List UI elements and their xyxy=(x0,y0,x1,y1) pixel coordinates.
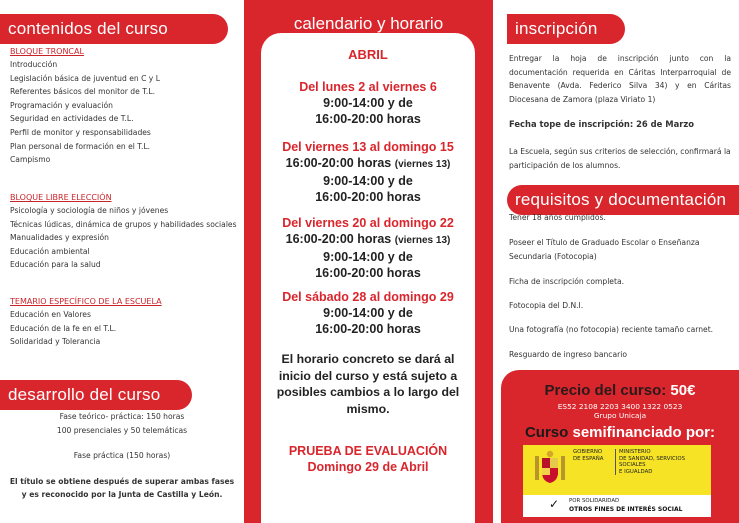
middle-panel xyxy=(244,0,493,523)
schedule-time-text: 16:00-20:00 horas xyxy=(285,156,392,170)
list-item: Programación y evaluación xyxy=(10,100,113,110)
schedule-time: 16:00-20:00 horas xyxy=(315,266,421,280)
horario-note: El horario concreto se dará al inicio del curso y está sujeto a posibles cambios a lo largo del mismo. xyxy=(276,352,460,416)
list-item: Una fotografía (no fotocopia) reciente tamaño carnet. xyxy=(509,325,714,334)
financiacion-title xyxy=(501,424,739,441)
list-item: Tener 18 años cumplidos. xyxy=(509,213,606,222)
list-item: Perfil de monitor y responsabilidades xyxy=(10,127,151,137)
calendario-title: calendario y horario xyxy=(293,14,444,33)
temario-especifico xyxy=(10,297,238,349)
list-item: Psicología y sociología de niños y jóvenes xyxy=(10,206,169,215)
schedule-time: 9:00-14:00 y de xyxy=(323,174,413,188)
solidaridad-text: POR SOLIDARIDAD xyxy=(569,498,620,504)
iban: ES52 2108 2203 3400 1322 0523 xyxy=(557,402,683,411)
schedule-time: 9:00-14:00 y de xyxy=(323,306,413,320)
inscripcion-title: inscripción xyxy=(507,14,625,44)
requisitos-title: requisitos y documentación xyxy=(507,185,739,215)
calendario-card xyxy=(261,33,475,523)
desarrollo-line: 100 presenciales y 50 telemáticas xyxy=(56,425,188,435)
schedule-heading: Del sábado 28 al domingo 29 xyxy=(282,290,454,304)
ministerio-line: E IGUALDAD xyxy=(619,468,653,475)
spain-coat-of-arms-icon xyxy=(533,450,567,486)
schedule-block xyxy=(261,79,475,127)
prueba-date: Domingo 29 de Abril xyxy=(307,460,429,474)
schedule-block xyxy=(261,289,475,337)
schedule-note: (viernes 13) xyxy=(394,159,451,170)
gobierno-line: GOBIERNO xyxy=(573,449,603,455)
checkmark-icon: ✓ xyxy=(549,497,560,511)
list-item: Ficha de inscripción completa. xyxy=(509,277,625,286)
schedule-block xyxy=(261,215,475,281)
solidaridad-strip xyxy=(523,495,711,517)
prueba-title: PRUEBA DE EVALUACIÓN xyxy=(288,444,448,458)
schedule-time-text: 16:00-20:00 horas xyxy=(285,232,392,246)
list-item: Manualidades y expresión xyxy=(10,233,109,243)
list-item: Resguardo de ingreso bancario xyxy=(509,350,628,359)
desarrollo-line: y es reconocido por la Junta de Castilla y León. xyxy=(21,490,223,500)
precio-value: 50€ xyxy=(670,382,696,399)
schedule-time: 16:00-20:00 horas xyxy=(315,190,421,204)
precio-line xyxy=(501,382,739,399)
desarrollo-title: desarrollo del curso xyxy=(0,380,192,410)
list-item: Seguridad en actividades de T.L. xyxy=(10,114,134,124)
list-item: Solidaridad y Tolerancia xyxy=(10,337,101,347)
contenidos-title: contenidos del curso xyxy=(0,14,228,44)
ministerio-line: MINISTERIO xyxy=(619,449,651,455)
ministerio-line: DE SANIDAD, SERVICIOS SOCIALES xyxy=(619,455,685,468)
desarrollo-line: Fase práctica (150 horas) xyxy=(73,451,171,461)
schedule-time: 9:00-14:00 y de xyxy=(323,96,413,110)
list-item: Campismo xyxy=(10,155,51,165)
list-item: Plan personal de formación en el T.L. xyxy=(10,141,151,151)
bloque-libre-heading: BLOQUE LIBRE ELECCIÓN xyxy=(10,193,112,202)
desarrollo-line: Fase teórico- práctica: 150 horas xyxy=(59,412,185,421)
fecha-tope: Fecha tope de inscripción: 26 de Marzo xyxy=(509,119,694,129)
list-item: Educación de la fe en el T.L. xyxy=(10,323,117,333)
schedule-heading: Del viernes 13 al domingo 15 xyxy=(282,140,454,154)
gobierno-text xyxy=(573,449,613,462)
precio-label: Precio del curso: xyxy=(544,382,667,399)
schedule-time: 16:00-20:00 horas xyxy=(315,322,421,336)
temario-heading: TEMARIO ESPECÍFICO DE LA ESCUELA xyxy=(10,297,162,306)
list-item: Educación en Valores xyxy=(10,310,91,319)
schedule-time: 9:00-14:00 y de xyxy=(323,250,413,264)
list-item: Introducción xyxy=(10,60,58,69)
schedule-block xyxy=(261,139,475,205)
schedule-time xyxy=(261,231,475,249)
right-panel xyxy=(493,0,739,523)
left-panel xyxy=(0,0,244,523)
schedule-heading: Del lunes 2 al viernes 6 xyxy=(299,80,437,94)
list-item: Educación para la salud xyxy=(10,260,101,270)
desarrollo-body xyxy=(0,410,244,502)
bloque-troncal xyxy=(10,47,238,167)
schedule-note: (viernes 13) xyxy=(394,235,451,246)
list-item: Legislación básica de juventud en C y L xyxy=(10,73,160,83)
ministerio-logo xyxy=(523,445,711,517)
inscripcion-text: Entregar la hoja de inscripción junto con la documentación requerida en Cáritas Interparroquial de Benavente (Avda. Federico Silva 34) y en Cáritas Diocesana de Zamora (plaza Viriato 1) xyxy=(509,54,731,104)
financiacion-semi: semifinanciado por: xyxy=(572,424,716,441)
gobierno-line: DE ESPAÑA xyxy=(573,455,604,462)
bloque-libre xyxy=(10,193,238,272)
bloque-troncal-heading: BLOQUE TRONCAL xyxy=(10,47,84,56)
fines-sociales-text: OTROS FINES DE INTERÉS SOCIAL xyxy=(569,506,683,513)
month-label: ABRIL xyxy=(348,47,388,62)
schedule-heading: Del viernes 20 al domingo 22 xyxy=(282,216,454,230)
ministerio-text xyxy=(615,449,707,475)
list-item: Referentes básicos del monitor de T.L. xyxy=(10,87,155,97)
desarrollo-line: El título se obtiene después de superar ambas fases xyxy=(9,476,235,486)
list-item: Educación ambiental xyxy=(10,246,90,256)
precio-box xyxy=(501,370,739,523)
list-item: Técnicas lúdicas, dinámica de grupos y habilidades sociales xyxy=(10,219,237,229)
financiacion-curso: Curso xyxy=(524,424,569,441)
escuela-text: La Escuela, según sus criterios de selección, confirmará la participación de los alumnos. xyxy=(509,147,731,170)
list-item: Fotocopia del D.N.I. xyxy=(509,301,584,310)
schedule-time xyxy=(261,155,475,173)
schedule-time: 16:00-20:00 horas xyxy=(315,112,421,126)
bank-name: Grupo Unicaja xyxy=(593,411,647,420)
prueba-evaluacion xyxy=(261,443,475,475)
list-item: Poseer el Título de Graduado Escolar o Enseñanza Secundaria (Fotocopia) xyxy=(509,238,700,261)
